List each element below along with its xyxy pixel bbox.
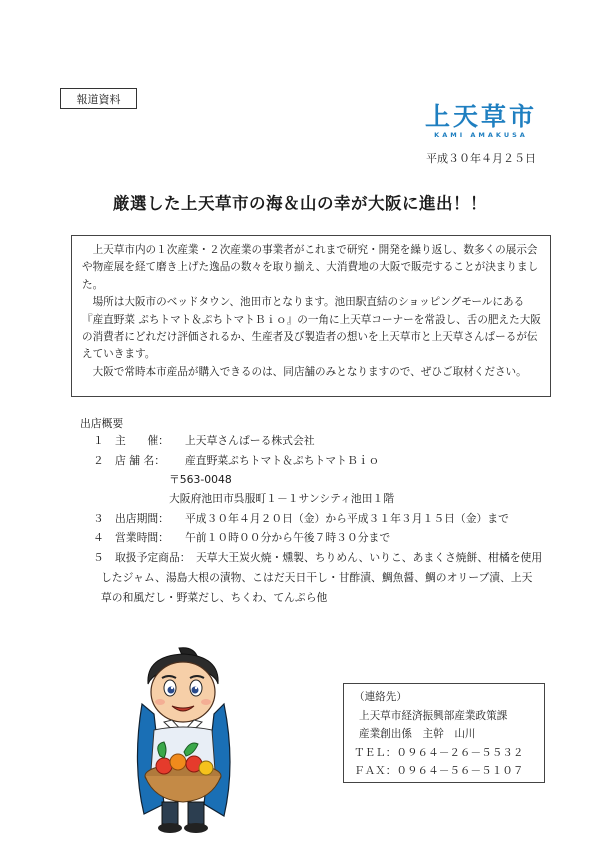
item-number: １	[93, 434, 104, 447]
item-label: 店 舗 名：	[115, 454, 166, 467]
release-date: 平成３０年４月２５日	[426, 152, 536, 165]
goods-list-line-2: したジャム、湯島大根の漬物、こはだ天日干し・甘酢漬、鯛魚醤、鯛のオリーブ漬、上天	[101, 571, 533, 584]
item-number: ４	[93, 531, 104, 544]
contact-department: 上天草市経済振興部産業政策課	[359, 709, 508, 722]
overview-item-period	[93, 510, 509, 528]
goods-list-line-3: 草の和風だし・野菜だし、ちくわ、てんぷら他	[101, 591, 328, 604]
item-label: 取扱予定商品：	[115, 551, 186, 564]
overview-item-organizer	[93, 432, 315, 450]
page-title: 厳選した上天草市の海＆山の幸が大阪に進出！！	[113, 194, 487, 213]
contact-box	[343, 683, 545, 783]
item-value: 上天草さんぱーる株式会社	[185, 434, 315, 447]
item-number: ５	[93, 551, 104, 564]
item-label: 営業時間：	[115, 531, 169, 544]
store-address: 大阪府池田市呉服町１－１サンシティ池田１階	[169, 492, 395, 505]
overview-item-store	[93, 452, 379, 470]
overview-heading: 出店概要	[80, 417, 124, 430]
body-paragraph-3: 大阪で常時本市産品が購入できるのは、同店舗のみとなりますので、ぜひご取材ください。	[92, 365, 527, 378]
item-value: 午前１０時００分から午後７時３０分まで	[185, 531, 391, 544]
logo-roman: KAMI AMAKUSA	[434, 131, 528, 139]
body-paragraph-1: 上天草市内の１次産業・２次産業の事業者がこれまで研究・開発を繰り返し、数多くの展示会や物産展を経て磨き上げた逸品の数々を取り揃え、大消費地の大阪で販売することが決まりました。	[82, 244, 539, 291]
item-value: 産直野菜ぷちトマト＆ぷちトマトＢｉｏ	[185, 454, 380, 467]
press-release-label: 報道資料	[60, 88, 137, 109]
item-value: 平成３０年４月２０日（金）から平成３１年３月１５日（金）まで	[185, 512, 509, 525]
city-logo	[416, 103, 546, 141]
store-postal-code: 〒563-0048	[169, 473, 232, 486]
mascot-illustration	[124, 644, 242, 834]
contact-person: 産業創出係 主幹 山川	[359, 728, 476, 740]
contact-heading: （連絡先）	[354, 691, 407, 703]
contact-tel: ＴＥＬ：０９６４－２６－５５３２	[354, 746, 524, 759]
overview-item-goods	[93, 549, 542, 567]
item-number: ３	[93, 512, 104, 525]
overview-item-hours	[93, 529, 390, 547]
item-label: 出店期間：	[115, 512, 169, 525]
logo-kanji: 上天草市	[424, 102, 537, 131]
item-number: ２	[93, 454, 104, 467]
body-text-box	[71, 235, 551, 397]
item-value: 天草大王炭火焼・燻製、ちりめん、いりこ、あまくさ焼餅、柑橘を使用	[195, 551, 543, 564]
body-paragraph-2: 場所は大阪市のベッドタウン、池田市となります。池田駅直結のショッピングモールにある『産直野菜 ぷちトマト＆ぷちトマトＢｉｏ』の一角に上天草コーナーを常設し、舌の肥えた大阪の消費者にどれだけ評価されるか、生産者及び製造者の想いを上天草市と上天草さんぱーるが伝えていきます。	[82, 296, 541, 361]
contact-fax: ＦＡＸ：０９６４－５６－５１０７	[354, 765, 524, 777]
item-label: 主 催：	[115, 434, 169, 447]
